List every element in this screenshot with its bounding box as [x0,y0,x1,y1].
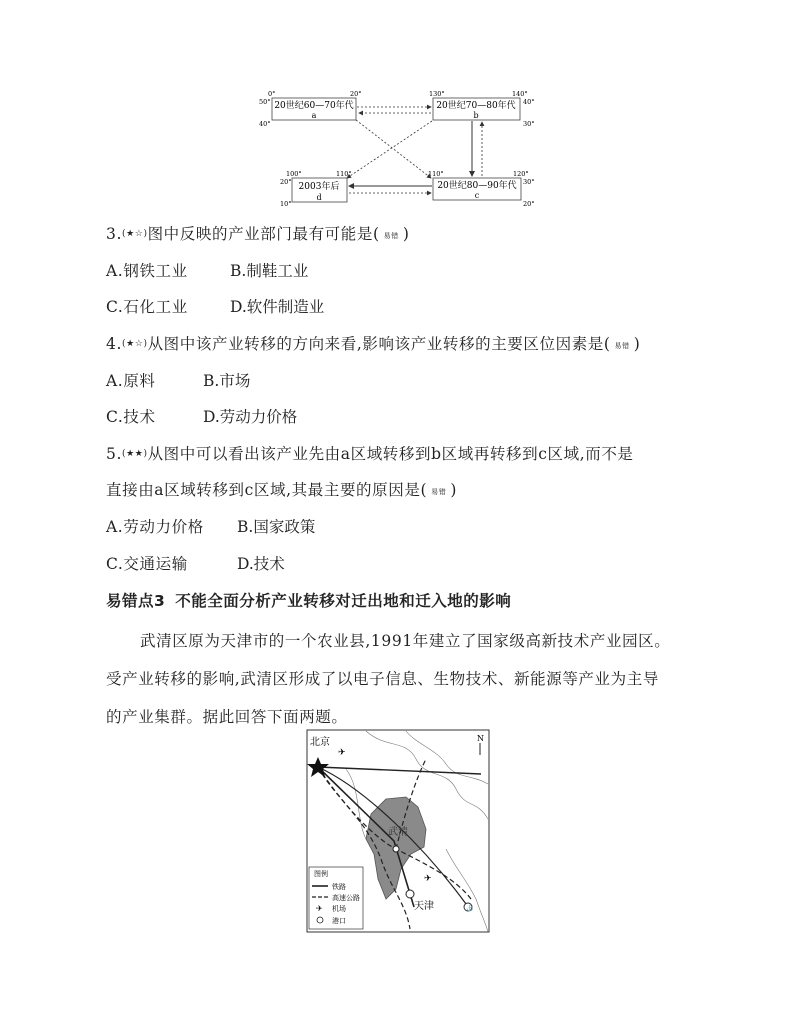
svg-text:⚓: ⚓ [466,905,474,912]
section-title: 不能全面分析产业转移对迁出地和迁入地的影响 [175,592,512,610]
error-prone-tag: 易错 [614,342,630,350]
option-a: A.劳动力价格 [106,518,204,536]
box-d-lat-top: 20° [280,178,292,186]
option-d: D.劳动力价格 [203,408,298,426]
difficulty-stars: (★★) [122,449,148,459]
difficulty-stars: (★☆) [122,339,148,349]
question-number: 3. [106,225,122,243]
question-5-line-2 [106,478,457,500]
industry-transfer-diagram [250,88,550,214]
north-label: N [477,734,484,743]
question-text: 图中反映的产业部门最有可能是( [147,225,380,243]
question-number: 4. [106,335,122,353]
legend-title: 图例 [314,870,328,878]
box-b-lat-top: 40° [523,98,535,106]
option-c: C.石化工业 [106,298,188,316]
error-prone-tag: 易错 [383,232,399,240]
legend-expressway: 高速公路 [332,894,360,902]
question-3-options-row-1 [106,259,188,281]
passage-line-1: 武清区原为天津市的一个农业县,1991年建立了国家级高新技术产业园区。 [140,632,671,650]
box-c-lat-bottom: 20° [523,200,535,208]
passage-line-3: 的产业集群。据此回答下面两题。 [106,708,348,726]
option-a: A.钢铁工业 [106,262,188,280]
map-legend [309,867,363,929]
box-b-title: 20世纪70—80年代 [436,101,516,111]
passage [106,622,696,736]
option-b: B.市场 [203,372,251,390]
box-b-lon-left: 130° [429,90,445,98]
question-number: 5. [106,445,122,463]
box-d-lat-bottom: 10° [280,200,292,208]
tianjin-city-icon [406,890,414,898]
question-close: ) [402,225,410,243]
arrow-b-d [347,121,432,178]
passage-line-2: 受产业转移的影响,武清区形成了以电子信息、生物技术、新能源等产业为主导 [106,670,659,688]
legend-airport: 机场 [332,905,346,913]
option-c: C.交通运输 [106,555,188,573]
box-d-title: 2003年后 [298,182,340,192]
box-a-lat-bottom: 40° [259,120,271,128]
box-d-lon-left: 100° [286,170,302,178]
question-close: ) [633,335,641,353]
option-b: B.国家政策 [237,518,316,536]
section-label: 易错点3 [106,592,166,610]
question-text: 从图中该产业转移的方向来看,影响该产业转移的主要区位因素是( [147,335,611,353]
question-4 [106,332,640,354]
box-c-title: 20世纪80—90年代 [437,181,517,191]
airport-icon: ✈ [424,874,432,884]
difficulty-stars: (★☆) [122,229,148,239]
wuqing-label: 武清 [388,827,408,838]
section-heading [106,589,511,611]
question-text-continued: 直接由a区域转移到c区域,其最主要的原因是( [106,481,428,499]
option-c: C.技术 [106,408,156,426]
box-c-lat-top: 30° [523,178,535,186]
box-a-title: 20世纪60—70年代 [274,101,354,111]
wuqing-map [306,729,490,933]
box-a-lat-top: 50° [259,98,271,106]
legend-airport-icon: ✈ [316,904,323,913]
box-a-lon-left: 0° [268,90,276,98]
box-a-letter: a [311,111,317,120]
airport-icon: ✈ [338,748,346,758]
question-close: ) [450,481,457,499]
box-c-letter: c [474,191,480,200]
option-b: B.制鞋工业 [230,262,309,280]
question-5 [106,442,634,464]
legend-port: 港口 [332,917,346,925]
option-d: D.技术 [237,555,285,573]
legend-railway: 铁路 [332,883,346,891]
box-d-lon-right: 110° [336,170,352,178]
option-a: A.原料 [106,372,156,390]
box-a-lon-right: 20° [350,90,362,98]
box-b-lon-right: 140° [512,90,528,98]
error-prone-tag: 易错 [431,488,447,496]
beijing-label: 北京 [310,737,330,748]
arrow-a-c [356,120,431,178]
box-b-letter: b [473,111,479,120]
box-d-letter: d [316,193,322,202]
box-c-lon-right: 120° [513,170,529,178]
tianjin-label: 天津 [414,901,434,912]
box-c-lon-left: 110° [428,170,444,178]
question-text: 从图中可以看出该产业先由a区域转移到b区域再转移到c区域,而不是 [147,445,634,463]
option-d: D.软件制造业 [230,298,325,316]
question-3 [106,222,409,244]
box-b-lat-bottom: 30° [523,120,535,128]
